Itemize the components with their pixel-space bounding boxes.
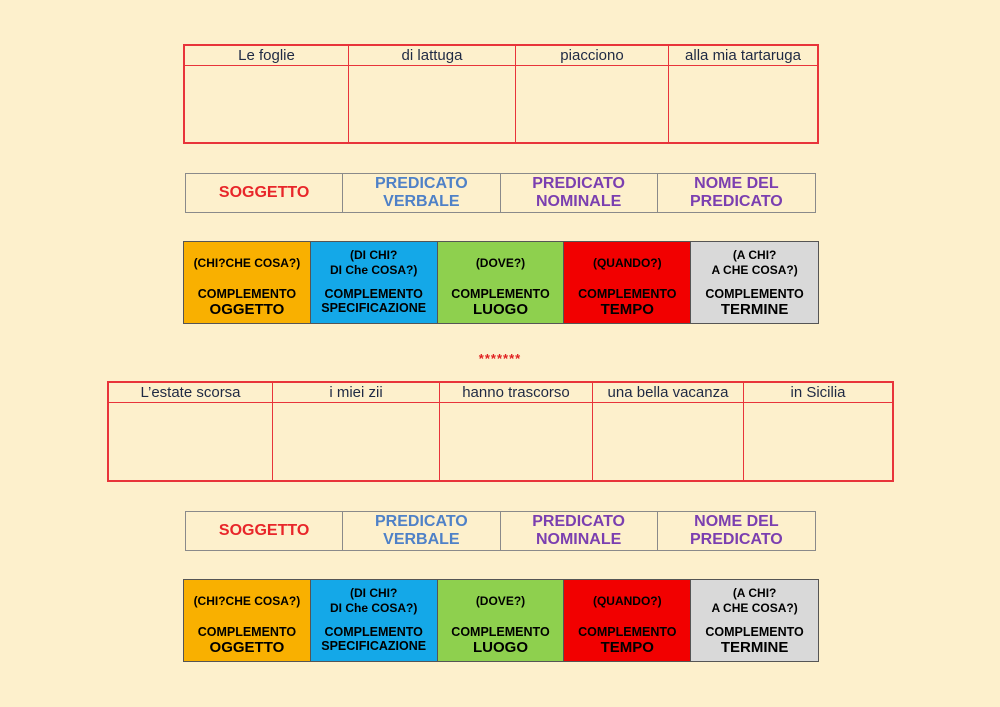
complement-label: COMPLEMENTO — [705, 625, 804, 639]
category-predicato-nominale[interactable]: PREDICATO NOMINALE — [501, 512, 658, 550]
word-cell[interactable]: hanno trascorso — [440, 383, 593, 403]
sentence-table-2 — [107, 381, 894, 482]
complement-question: (QUANDO?) — [592, 593, 662, 608]
complement-type: LUOGO — [472, 301, 528, 318]
complement-label: COMPLEMENTO SPECIFICAZIONE — [321, 287, 427, 315]
category-predicato-nominale[interactable]: PREDICATO NOMINALE — [501, 174, 658, 212]
drop-zone[interactable] — [669, 66, 817, 142]
complement-label: COMPLEMENTO — [197, 625, 297, 639]
complement-label: COMPLEMENTO — [451, 287, 550, 301]
complement-specificazione[interactable] — [311, 580, 438, 661]
complement-specificazione[interactable] — [311, 242, 438, 323]
category-row-2 — [185, 511, 816, 551]
drop-zone[interactable] — [516, 66, 669, 142]
complement-luogo[interactable] — [438, 242, 565, 323]
complement-termine[interactable] — [691, 242, 818, 323]
complement-luogo[interactable] — [438, 580, 565, 661]
complement-question: (DI CHI? DI Che COSA?) — [330, 248, 418, 277]
complement-label: COMPLEMENTO SPECIFICAZIONE — [321, 625, 427, 653]
complement-type: TERMINE — [720, 301, 789, 318]
drop-zone[interactable] — [273, 403, 440, 480]
drop-zone[interactable] — [593, 403, 744, 480]
word-cell[interactable]: L’estate scorsa — [109, 383, 273, 403]
complement-oggetto[interactable] — [184, 242, 311, 323]
category-predicato-verbale[interactable]: PREDICATO VERBALE — [343, 512, 500, 550]
word-cell[interactable]: una bella vacanza — [593, 383, 744, 403]
category-soggetto[interactable]: SOGGETTO — [186, 174, 343, 212]
complement-question: (DI CHI? DI Che COSA?) — [330, 586, 418, 615]
word-cell[interactable]: i miei zii — [273, 383, 440, 403]
category-predicato-verbale[interactable]: PREDICATO VERBALE — [343, 174, 500, 212]
category-nome-del-predicato[interactable]: NOME DEL PREDICATO — [690, 513, 783, 548]
complement-type: OGGETTO — [209, 639, 285, 656]
complement-type: TERMINE — [720, 639, 789, 656]
complement-tempo[interactable] — [564, 580, 691, 661]
complement-termine[interactable] — [691, 580, 818, 661]
word-cell[interactable]: in Sicilia — [744, 383, 892, 403]
category-row-1 — [185, 173, 816, 213]
separator: ******* — [478, 351, 522, 366]
complement-question: (CHI?CHE COSA?) — [193, 255, 301, 270]
word-cell[interactable]: di lattuga — [349, 46, 516, 66]
complement-question: (DOVE?) — [475, 255, 526, 270]
drop-zone[interactable] — [744, 403, 892, 480]
complement-type: OGGETTO — [209, 301, 285, 318]
complement-question: (A CHI? A CHE COSA?) — [711, 248, 798, 277]
drop-zone[interactable] — [440, 403, 593, 480]
complement-label: COMPLEMENTO — [705, 287, 804, 301]
sentence-table-1 — [183, 44, 819, 144]
drop-zone[interactable] — [185, 66, 349, 142]
complement-tempo[interactable] — [564, 242, 691, 323]
word-cell[interactable]: alla mia tartaruga — [669, 46, 817, 66]
complement-label: COMPLEMENTO — [578, 287, 677, 301]
complement-label: COMPLEMENTO — [197, 287, 297, 301]
complement-oggetto[interactable] — [184, 580, 311, 661]
complement-type: TEMPO — [600, 639, 654, 656]
word-cell[interactable]: piacciono — [516, 46, 669, 66]
category-nome-del-predicato[interactable]: NOME DEL PREDICATO — [690, 175, 783, 210]
complement-type: TEMPO — [600, 301, 654, 318]
complement-label: COMPLEMENTO — [451, 625, 550, 639]
complement-row-1 — [183, 241, 819, 324]
drop-zone[interactable] — [109, 403, 273, 480]
complement-label: COMPLEMENTO — [578, 625, 677, 639]
category-soggetto[interactable]: SOGGETTO — [186, 512, 343, 550]
drop-zone[interactable] — [349, 66, 516, 142]
complement-row-2 — [183, 579, 819, 662]
complement-question: (DOVE?) — [475, 593, 526, 608]
complement-question: (CHI?CHE COSA?) — [193, 593, 301, 608]
complement-type: LUOGO — [472, 639, 528, 656]
word-cell[interactable]: Le foglie — [185, 46, 349, 66]
complement-question: (A CHI? A CHE COSA?) — [711, 586, 798, 615]
complement-question: (QUANDO?) — [592, 255, 662, 270]
